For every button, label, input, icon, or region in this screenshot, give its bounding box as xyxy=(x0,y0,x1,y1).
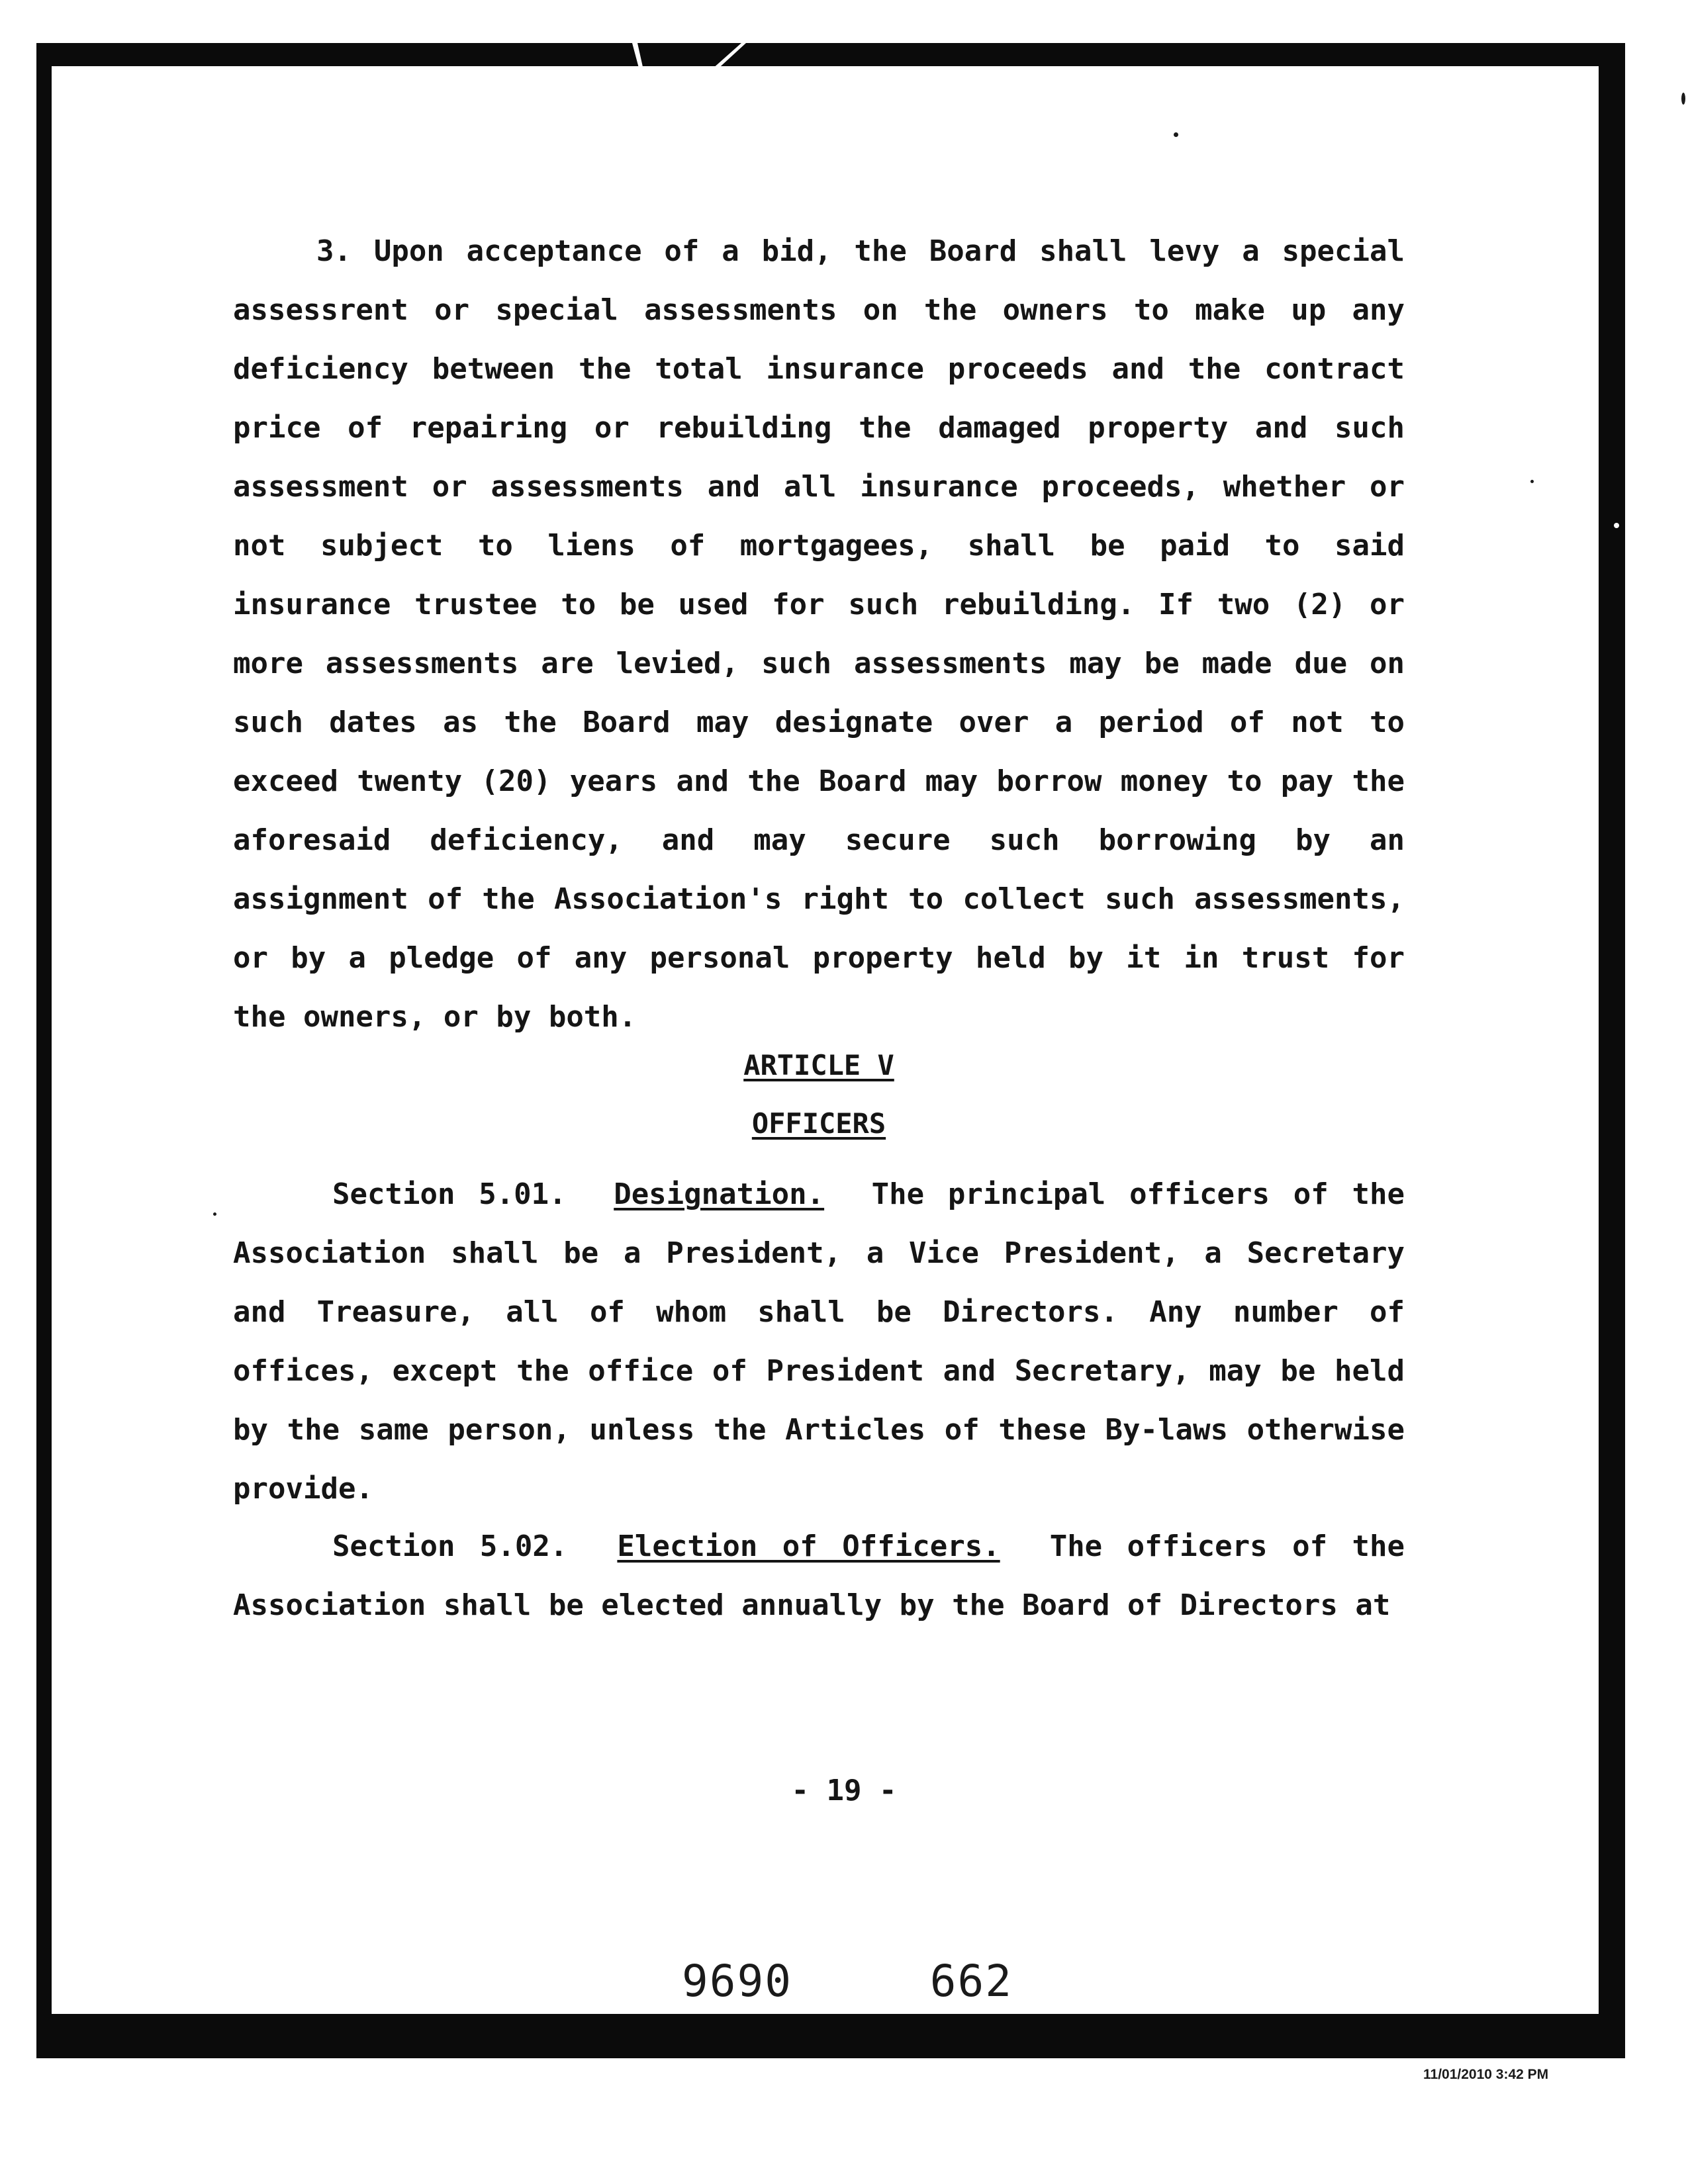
section-label: Section 5.02. xyxy=(332,1529,568,1563)
scan-speck xyxy=(213,1212,216,1216)
section-text: The officers of the Association shall be elected annually by the Board of Directors at xyxy=(233,1529,1405,1622)
section-heading: Election of Officers. xyxy=(617,1529,1000,1563)
scan-speck xyxy=(1174,132,1178,137)
article-title: OFFICERS xyxy=(751,1107,886,1140)
section-5-01 xyxy=(233,1165,1405,1518)
section-text: The principal officers of the Association shall be a President, a Vice President, a Secretary and Treasure, all of whom shall be Directors. Any number of offices, except the office of President and Secretary, may be held by the same person, unless the Articles of these By-laws otherwise provide. xyxy=(233,1177,1405,1506)
print-timestamp: 11/01/2010 3:42 PM xyxy=(1423,2067,1549,2082)
section-label: Section 5.01. xyxy=(332,1177,567,1211)
section-5-02 xyxy=(233,1517,1405,1635)
book-number: 9690 xyxy=(682,1956,792,2007)
page-number: - 19 - xyxy=(791,1774,897,1807)
article-number: ARTICLE V xyxy=(743,1049,894,1081)
page-reference: 662 xyxy=(929,1956,1013,2007)
scan-speck xyxy=(1614,523,1619,528)
scan-notch-mark xyxy=(632,43,751,76)
scan-speck xyxy=(1681,93,1685,105)
paragraph-3: 3. Upon acceptance of a bid, the Board shall levy a special assessrent or special assessments on the owners to make up any deficiency between the total insurance proceeds and the contract price of repairing or rebuilding the damaged property and such assessment or assessments and all insurance proceeds, whether or not subject to liens of mortgagees, shall be paid to said insurance trustee to be used for such rebuilding. If two (2) or more assessments are levied, such assessments may be made due on such dates as the Board may designate over a period of not to exceed twenty (20) years and the Board may borrow money to pay the aforesaid deficiency, and may secure such borrowing by an assignment of the Association's right to collect such assessments, or by a pledge of any personal property held by it in trust for the owners, or by both. xyxy=(233,234,1405,1034)
scan-speck xyxy=(1530,480,1534,483)
section-heading: Designation. xyxy=(614,1177,825,1211)
book-page-stamp xyxy=(682,1956,1013,2007)
